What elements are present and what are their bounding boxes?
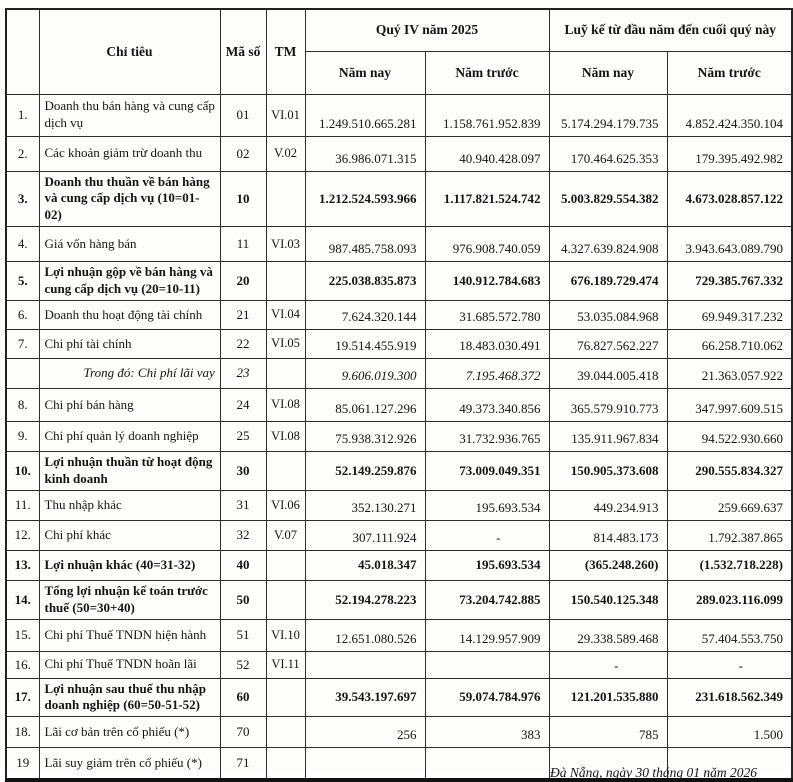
col-header-quarter-prior-year: Năm trước xyxy=(425,51,549,94)
row-label: Lợi nhuận gộp về bán hàng và cung cấp dịch vụ (20=10-11) xyxy=(39,262,220,301)
row-note-ref: VI.06 xyxy=(266,490,305,520)
row-value-quarter-prior-year: - xyxy=(425,520,549,550)
row-number: 12. xyxy=(6,520,39,550)
row-value-ytd-this-year: 814.483.173 xyxy=(549,520,667,550)
table-row xyxy=(6,451,792,490)
row-value-quarter-this-year: 987.485.758.093 xyxy=(305,227,425,262)
row-value-ytd-prior-year: 69.949.317.232 xyxy=(667,300,792,329)
row-code: 51 xyxy=(220,619,266,651)
row-value-ytd-this-year: 676.189.729.474 xyxy=(549,262,667,301)
row-value-quarter-prior-year: 195.693.534 xyxy=(425,550,549,580)
row-label: Các khoản giảm trừ doanh thu xyxy=(39,136,220,171)
row-note-ref xyxy=(266,748,305,780)
row-label: Lợi nhuận thuần từ hoạt động kinh doanh xyxy=(39,451,220,490)
row-code: 50 xyxy=(220,580,266,619)
row-value-ytd-prior-year: 4.673.028.857.122 xyxy=(667,171,792,227)
row-value-quarter-prior-year: 383 xyxy=(425,717,549,748)
row-value-quarter-this-year: 12.651.080.526 xyxy=(305,619,425,651)
row-value-quarter-prior-year: 73.009.049.351 xyxy=(425,451,549,490)
row-code: 25 xyxy=(220,421,266,451)
row-value-ytd-prior-year: 3.943.643.089.790 xyxy=(667,227,792,262)
row-note-ref: VI.11 xyxy=(266,651,305,678)
table-row xyxy=(6,171,792,227)
row-number: 15. xyxy=(6,619,39,651)
table-row xyxy=(6,520,792,550)
footer-date-line: Đà Nẵng, ngày 30 tháng 01 năm 2026 xyxy=(550,765,757,780)
row-value-quarter-this-year: 36.986.071.315 xyxy=(305,136,425,171)
row-value-quarter-prior-year: 195.693.534 xyxy=(425,490,549,520)
row-label: Chi phí tài chính xyxy=(39,329,220,358)
row-value-ytd-this-year: 5.174.294.179.735 xyxy=(549,94,667,136)
row-value-ytd-this-year: 170.464.625.353 xyxy=(549,136,667,171)
row-code: 24 xyxy=(220,388,266,421)
table-row xyxy=(6,262,792,301)
row-code: 40 xyxy=(220,550,266,580)
row-value-quarter-this-year: 256 xyxy=(305,717,425,748)
row-value-quarter-this-year: 52.149.259.876 xyxy=(305,451,425,490)
row-label: Tổng lợi nhuận kế toán trước thuế (50=30+40) xyxy=(39,580,220,619)
row-value-quarter-this-year xyxy=(305,748,425,780)
row-value-quarter-this-year: 9.606.019.300 xyxy=(305,358,425,388)
table-row xyxy=(6,421,792,451)
row-note-ref xyxy=(266,717,305,748)
col-group-quarter: Quý IV năm 2025 xyxy=(305,9,549,51)
row-value-ytd-prior-year: (1.532.718.228) xyxy=(667,550,792,580)
row-value-quarter-prior-year: 14.129.957.909 xyxy=(425,619,549,651)
row-code: 32 xyxy=(220,520,266,550)
row-value-quarter-prior-year: 1.158.761.952.839 xyxy=(425,94,549,136)
row-note-ref: VI.08 xyxy=(266,388,305,421)
row-value-ytd-this-year: 785 xyxy=(549,717,667,748)
income-statement-table xyxy=(5,8,793,782)
table-row xyxy=(6,490,792,520)
table-row xyxy=(6,651,792,678)
row-value-quarter-this-year: 225.038.835.873 xyxy=(305,262,425,301)
table-header xyxy=(6,9,792,94)
col-group-ytd: Luỹ kế từ đầu năm đến cuối quý này xyxy=(549,9,792,51)
row-value-quarter-prior-year: 49.373.340.856 xyxy=(425,388,549,421)
col-header-notes: TM xyxy=(266,9,305,94)
row-label: Chi phí Thuế TNDN hoãn lãi xyxy=(39,651,220,678)
row-value-ytd-this-year: 150.905.373.608 xyxy=(549,451,667,490)
row-label: Thu nhập khác xyxy=(39,490,220,520)
row-code: 70 xyxy=(220,717,266,748)
row-value-ytd-prior-year: 290.555.834.327 xyxy=(667,451,792,490)
row-number: 2. xyxy=(6,136,39,171)
row-note-ref: V.07 xyxy=(266,520,305,550)
col-header-code: Mã số xyxy=(220,9,266,94)
row-value-quarter-this-year: 307.111.924 xyxy=(305,520,425,550)
table-row xyxy=(6,358,792,388)
row-value-ytd-this-year: 449.234.913 xyxy=(549,490,667,520)
row-number: 5. xyxy=(6,262,39,301)
col-header-no xyxy=(6,9,39,94)
col-header-criteria: Chỉ tiêu xyxy=(39,9,220,94)
row-note-ref xyxy=(266,580,305,619)
row-label: Doanh thu bán hàng và cung cấp dịch vụ xyxy=(39,94,220,136)
row-value-ytd-prior-year: 179.395.492.982 xyxy=(667,136,792,171)
row-code: 11 xyxy=(220,227,266,262)
row-value-ytd-this-year: 150.540.125.348 xyxy=(549,580,667,619)
row-value-ytd-prior-year: 94.522.930.660 xyxy=(667,421,792,451)
row-value-quarter-prior-year: 976.908.740.059 xyxy=(425,227,549,262)
row-number: 9. xyxy=(6,421,39,451)
table-row xyxy=(6,619,792,651)
row-label: Giá vốn hàng bán xyxy=(39,227,220,262)
row-value-ytd-prior-year: - xyxy=(667,651,792,678)
row-value-ytd-prior-year: 231.618.562.349 xyxy=(667,678,792,717)
row-code: 23 xyxy=(220,358,266,388)
row-code: 52 xyxy=(220,651,266,678)
row-value-ytd-this-year: 5.003.829.554.382 xyxy=(549,171,667,227)
row-code: 22 xyxy=(220,329,266,358)
row-code: 20 xyxy=(220,262,266,301)
row-value-ytd-this-year: - xyxy=(549,651,667,678)
row-value-quarter-prior-year xyxy=(425,748,549,780)
row-note-ref: VI.05 xyxy=(266,329,305,358)
table-row xyxy=(6,329,792,358)
row-value-ytd-prior-year: 1.500 xyxy=(667,717,792,748)
row-value-quarter-this-year: 7.624.320.144 xyxy=(305,300,425,329)
row-value-ytd-prior-year: 66.258.710.062 xyxy=(667,329,792,358)
row-label: Chi phí Thuế TNDN hiện hành xyxy=(39,619,220,651)
row-value-quarter-this-year: 352.130.271 xyxy=(305,490,425,520)
row-number: 3. xyxy=(6,171,39,227)
row-value-ytd-this-year: 29.338.589.468 xyxy=(549,619,667,651)
row-label: Chi phí quản lý doanh nghiệp xyxy=(39,421,220,451)
row-note-ref: VI.08 xyxy=(266,421,305,451)
row-note-ref xyxy=(266,358,305,388)
row-note-ref xyxy=(266,678,305,717)
row-label: Lợi nhuận sau thuế thu nhập doanh nghiệp (60=50-51-52) xyxy=(39,678,220,717)
row-value-quarter-prior-year: 31.685.572.780 xyxy=(425,300,549,329)
row-value-quarter-prior-year: 59.074.784.976 xyxy=(425,678,549,717)
row-code: 10 xyxy=(220,171,266,227)
row-code: 71 xyxy=(220,748,266,780)
table-row xyxy=(6,550,792,580)
table-row xyxy=(6,227,792,262)
row-value-ytd-prior-year: 21.363.057.922 xyxy=(667,358,792,388)
row-note-ref: V.02 xyxy=(266,136,305,171)
row-number: 7. xyxy=(6,329,39,358)
row-value-quarter-this-year: 75.938.312.926 xyxy=(305,421,425,451)
row-code: 60 xyxy=(220,678,266,717)
row-number: 18. xyxy=(6,717,39,748)
row-code: 30 xyxy=(220,451,266,490)
table-row xyxy=(6,580,792,619)
row-value-quarter-prior-year: 73.204.742.885 xyxy=(425,580,549,619)
row-value-quarter-prior-year: 31.732.936.765 xyxy=(425,421,549,451)
table-row xyxy=(6,94,792,136)
row-value-ytd-prior-year: 347.997.609.515 xyxy=(667,388,792,421)
col-header-ytd-prior-year: Năm trước xyxy=(667,51,792,94)
row-note-ref xyxy=(266,171,305,227)
row-value-quarter-prior-year: 140.912.784.683 xyxy=(425,262,549,301)
row-value-quarter-this-year: 19.514.455.919 xyxy=(305,329,425,358)
row-number: 6. xyxy=(6,300,39,329)
row-value-quarter-this-year: 1.249.510.665.281 xyxy=(305,94,425,136)
row-value-quarter-this-year: 85.061.127.296 xyxy=(305,388,425,421)
col-header-ytd-this-year: Năm nay xyxy=(549,51,667,94)
row-label: Trong đó: Chi phí lãi vay xyxy=(39,358,220,388)
row-code: 21 xyxy=(220,300,266,329)
row-value-quarter-prior-year: 1.117.821.524.742 xyxy=(425,171,549,227)
row-label: Lãi suy giảm trên cổ phiếu (*) xyxy=(39,748,220,780)
row-value-ytd-this-year: 76.827.562.227 xyxy=(549,329,667,358)
row-label: Chi phí bán hàng xyxy=(39,388,220,421)
row-number: 19 xyxy=(6,748,39,780)
row-value-ytd-this-year: 135.911.967.834 xyxy=(549,421,667,451)
row-note-ref: VI.10 xyxy=(266,619,305,651)
row-value-ytd-this-year: 4.327.639.824.908 xyxy=(549,227,667,262)
row-value-ytd-prior-year: 729.385.767.332 xyxy=(667,262,792,301)
row-value-quarter-prior-year: 7.195.468.372 xyxy=(425,358,549,388)
row-code: 31 xyxy=(220,490,266,520)
row-value-ytd-this-year: 121.201.535.880 xyxy=(549,678,667,717)
row-label: Lãi cơ bản trên cổ phiếu (*) xyxy=(39,717,220,748)
row-value-ytd-prior-year: 57.404.553.750 xyxy=(667,619,792,651)
row-value-ytd-prior-year: 289.023.116.099 xyxy=(667,580,792,619)
row-note-ref xyxy=(266,451,305,490)
row-value-quarter-this-year: 39.543.197.697 xyxy=(305,678,425,717)
row-number: 11. xyxy=(6,490,39,520)
row-value-quarter-prior-year: 40.940.428.097 xyxy=(425,136,549,171)
row-number: 10. xyxy=(6,451,39,490)
row-number: 17. xyxy=(6,678,39,717)
table-row xyxy=(6,300,792,329)
row-value-ytd-this-year: 53.035.084.968 xyxy=(549,300,667,329)
row-number xyxy=(6,358,39,388)
row-label: Lợi nhuận khác (40=31-32) xyxy=(39,550,220,580)
row-number: 13. xyxy=(6,550,39,580)
row-value-quarter-this-year: 45.018.347 xyxy=(305,550,425,580)
table-row xyxy=(6,388,792,421)
row-number: 4. xyxy=(6,227,39,262)
row-note-ref xyxy=(266,262,305,301)
row-note-ref: VI.04 xyxy=(266,300,305,329)
row-label: Chi phí khác xyxy=(39,520,220,550)
row-label: Doanh thu thuần về bán hàng và cung cấp dịch vụ (10=01-02) xyxy=(39,171,220,227)
row-value-ytd-this-year: 39.044.005.418 xyxy=(549,358,667,388)
row-note-ref: VI.01 xyxy=(266,94,305,136)
row-value-ytd-prior-year: 4.852.424.350.104 xyxy=(667,94,792,136)
row-value-ytd-prior-year: 259.669.637 xyxy=(667,490,792,520)
row-value-quarter-this-year: 1.212.524.593.966 xyxy=(305,171,425,227)
row-value-quarter-prior-year: 18.483.030.491 xyxy=(425,329,549,358)
row-number: 16. xyxy=(6,651,39,678)
col-header-quarter-this-year: Năm nay xyxy=(305,51,425,94)
row-label: Doanh thu hoạt động tài chính xyxy=(39,300,220,329)
row-number: 8. xyxy=(6,388,39,421)
row-value-ytd-this-year: (365.248.260) xyxy=(549,550,667,580)
table-row xyxy=(6,717,792,748)
table-row xyxy=(6,678,792,717)
row-value-quarter-this-year: 52.194.278.223 xyxy=(305,580,425,619)
table-row xyxy=(6,136,792,171)
row-value-quarter-this-year xyxy=(305,651,425,678)
table-body xyxy=(6,94,792,780)
row-number: 14. xyxy=(6,580,39,619)
row-code: 01 xyxy=(220,94,266,136)
row-number: 1. xyxy=(6,94,39,136)
row-value-ytd-this-year: 365.579.910.773 xyxy=(549,388,667,421)
row-note-ref: VI.03 xyxy=(266,227,305,262)
row-value-quarter-prior-year xyxy=(425,651,549,678)
row-value-ytd-prior-year: 1.792.387.865 xyxy=(667,520,792,550)
row-note-ref xyxy=(266,550,305,580)
row-code: 02 xyxy=(220,136,266,171)
